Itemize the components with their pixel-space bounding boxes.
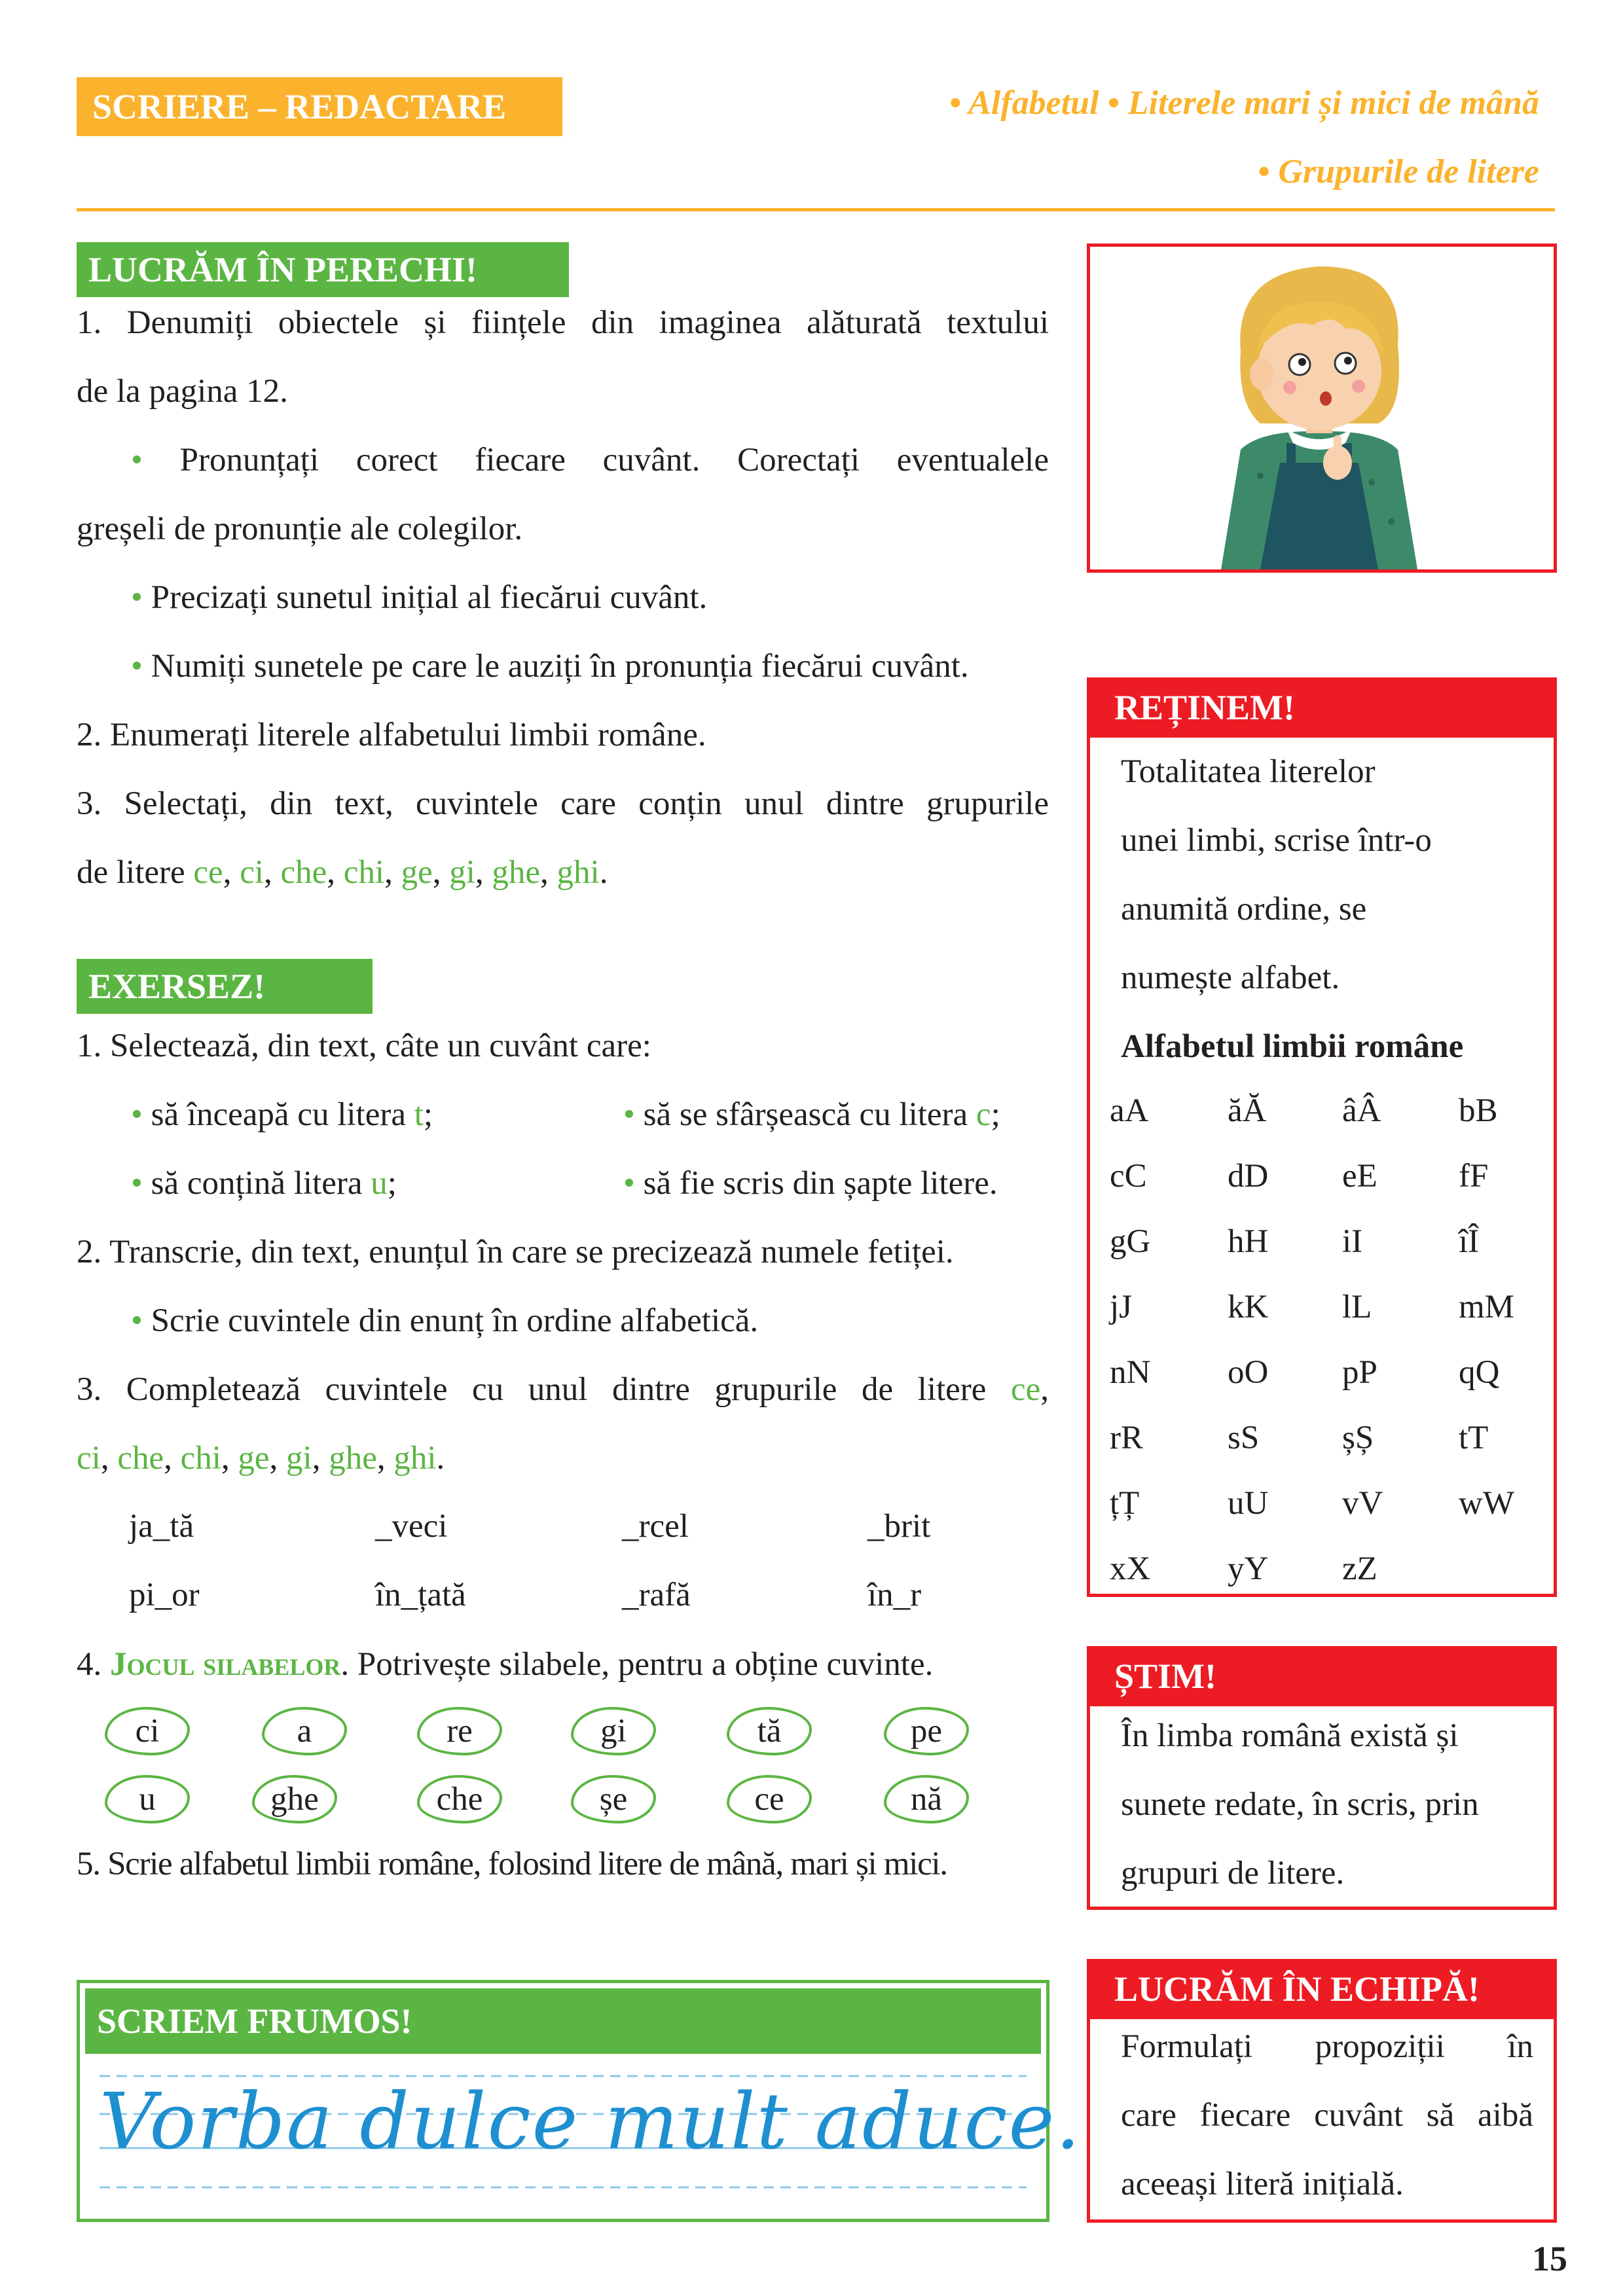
group-separator: , bbox=[264, 854, 281, 891]
syllable-chip[interactable]: nă bbox=[884, 1775, 969, 1823]
pairs-line-2: de la pagina 12. bbox=[77, 373, 288, 410]
exercise-question-5: 5. Scrie alfabetul limbii române, folosind litere de mână, mari și mici. bbox=[77, 1846, 947, 1882]
alphabet-cell: îÎ bbox=[1459, 1223, 1480, 1260]
letter-group: gi bbox=[286, 1440, 312, 1477]
letter-group: ci bbox=[240, 854, 264, 891]
group-separator: , bbox=[475, 854, 492, 891]
remember-line: unei limbi, scrise într-o bbox=[1121, 822, 1432, 859]
letter-group: ghe bbox=[329, 1440, 377, 1477]
alphabet-cell: zZ bbox=[1342, 1551, 1377, 1587]
word-blank: ja_tă bbox=[129, 1508, 194, 1545]
group-separator: , bbox=[269, 1440, 287, 1477]
group-separator: , bbox=[100, 1440, 118, 1477]
option-text: să se sfârșească cu litera bbox=[643, 1096, 976, 1133]
option-punct: ; bbox=[387, 1165, 397, 1202]
letter-group: ci bbox=[77, 1440, 101, 1477]
alphabet-cell: tT bbox=[1459, 1420, 1489, 1456]
option-punct: ; bbox=[423, 1096, 433, 1133]
letter-group: ghi bbox=[393, 1440, 437, 1477]
alphabet-title: Alfabetul limbii române bbox=[1121, 1028, 1464, 1065]
group-separator: , bbox=[432, 854, 450, 891]
word-blank: pi_or bbox=[129, 1577, 200, 1613]
letter-group: ghe bbox=[492, 854, 541, 891]
group-separator: , bbox=[376, 1440, 394, 1477]
alphabet-cell: mM bbox=[1459, 1289, 1515, 1325]
cursive-sentence: Vorba dulce mult aduce. bbox=[100, 2076, 1082, 2166]
syllable-chip[interactable]: re bbox=[417, 1707, 502, 1755]
question-text: . Potrivește silabele, pentru a obține cuvinte. bbox=[340, 1646, 934, 1683]
option-text: să înceapă cu litera bbox=[151, 1096, 414, 1133]
word-blank: _rafă bbox=[622, 1577, 691, 1613]
letter-group: che bbox=[117, 1440, 164, 1477]
groups-end: . bbox=[599, 854, 608, 891]
question-punct: , bbox=[1040, 1371, 1049, 1408]
syllable-chip[interactable]: tă bbox=[727, 1707, 812, 1755]
syllable-chip[interactable]: gi bbox=[571, 1707, 656, 1755]
group-separator: , bbox=[384, 854, 401, 891]
bullet-text: Scrie cuvintele din enunț în ordine alfabetică. bbox=[151, 1302, 759, 1339]
syllable-chip[interactable]: ghe bbox=[252, 1775, 337, 1823]
pairs-question-2: 2. Enumerați literele alfabetului limbii române. bbox=[77, 717, 706, 753]
alphabet-cell: lL bbox=[1342, 1289, 1372, 1325]
pairs-question-3-groups bbox=[77, 853, 1049, 893]
group-separator: , bbox=[223, 854, 240, 891]
group-separator: , bbox=[327, 854, 344, 891]
alphabet-cell: șȘ bbox=[1342, 1420, 1374, 1456]
pairs-bullet-1 bbox=[131, 440, 1049, 480]
alphabet-cell: qQ bbox=[1459, 1354, 1500, 1391]
alphabet-cell: xX bbox=[1110, 1551, 1151, 1587]
alphabet-cell bbox=[1459, 1550, 1542, 1615]
groups-end: . bbox=[436, 1440, 445, 1477]
bullet-icon: • bbox=[623, 1165, 644, 1202]
exercise-option-1 bbox=[131, 1095, 433, 1135]
word-blank: _veci bbox=[375, 1508, 448, 1545]
syllable-chip[interactable]: șe bbox=[571, 1775, 656, 1823]
write-title: SCRIEM FRUMOS! bbox=[85, 1988, 1041, 2054]
option-text: să conțină litera bbox=[151, 1165, 371, 1202]
know-title: ȘTIM! bbox=[1087, 1646, 1557, 1706]
group-separator: , bbox=[164, 1440, 181, 1477]
bullet-icon: • bbox=[131, 442, 180, 478]
pairs-bullet-3 bbox=[131, 647, 969, 687]
exercise-option-2 bbox=[623, 1095, 1000, 1135]
alphabet-cell: wW bbox=[1459, 1485, 1514, 1522]
question-text: 3. Completează cuvintele cu unul dintre grupurile de litere bbox=[77, 1371, 1011, 1408]
bullet-icon: • bbox=[131, 1302, 151, 1339]
bullet-icon: • bbox=[131, 1165, 151, 1202]
alphabet-cell: fF bbox=[1459, 1158, 1489, 1194]
option-text: să fie scris din șapte litere. bbox=[643, 1165, 998, 1202]
alphabet-cell: iI bbox=[1342, 1223, 1363, 1260]
alphabet-cell: oO bbox=[1228, 1354, 1269, 1391]
exercise-question-2-bullet bbox=[131, 1301, 758, 1341]
letter-group: ghi bbox=[556, 854, 600, 891]
game-title: Jocul silabelor bbox=[110, 1646, 341, 1683]
word-blank: în_r bbox=[867, 1577, 922, 1613]
option-letter: u bbox=[371, 1165, 388, 1202]
remember-line: anumită ordine, se bbox=[1121, 891, 1367, 927]
illustration-frame bbox=[1087, 243, 1557, 573]
alphabet-cell: yY bbox=[1228, 1551, 1269, 1587]
syllable-chip[interactable]: pe bbox=[884, 1707, 969, 1755]
bullet-text: Pronunțați corect fiecare cuvânt. Corectați eventualele bbox=[179, 442, 1049, 478]
letter-group: gi bbox=[449, 854, 475, 891]
alphabet-cell: eE bbox=[1342, 1158, 1377, 1194]
alphabet-cell: nN bbox=[1110, 1354, 1151, 1391]
pairs-title: LUCRĂM ÎN PERECHI! bbox=[77, 242, 569, 297]
group-separator: , bbox=[540, 854, 557, 891]
syllable-chip[interactable]: ci bbox=[105, 1707, 190, 1755]
team-line: Formulați propoziții în bbox=[1121, 2028, 1533, 2065]
alphabet-cell: țȚ bbox=[1110, 1485, 1140, 1522]
syllable-chip[interactable]: che bbox=[417, 1775, 502, 1823]
team-title: LUCRĂM ÎN ECHIPĂ! bbox=[1087, 1959, 1557, 2019]
word-blank: _brit bbox=[867, 1508, 931, 1545]
group-separator: , bbox=[312, 1440, 329, 1477]
remember-line: numește alfabet. bbox=[1121, 960, 1340, 996]
header-rule bbox=[77, 208, 1555, 211]
word-blank: în_țată bbox=[375, 1577, 466, 1613]
alphabet-cell: âÂ bbox=[1342, 1092, 1381, 1129]
bullet-icon: • bbox=[623, 1096, 644, 1133]
option-letter: c bbox=[976, 1096, 991, 1133]
alphabet-cell: vV bbox=[1342, 1485, 1383, 1522]
exercise-title: EXERSEZ! bbox=[77, 959, 373, 1014]
letter-groups bbox=[77, 1440, 437, 1477]
pairs-question-3: 3. Selectați, din text, cuvintele care conțin unul dintre grupurile bbox=[77, 785, 1049, 822]
alphabet-cell: rR bbox=[1110, 1420, 1143, 1456]
syllable-chip[interactable]: ce bbox=[727, 1775, 812, 1823]
exercise-question-2: 2. Transcrie, din text, enunțul în care se precizează numele fetiței. bbox=[77, 1234, 954, 1270]
page-number: 15 bbox=[1532, 2239, 1567, 2278]
groups-prefix: de litere bbox=[77, 854, 194, 891]
alphabet-cell: sS bbox=[1228, 1420, 1260, 1456]
alphabet-cell: ăĂ bbox=[1228, 1092, 1267, 1129]
alphabet-cell: hH bbox=[1228, 1223, 1269, 1260]
letter-group: chi bbox=[343, 854, 385, 891]
group-separator: , bbox=[221, 1440, 238, 1477]
alphabet-cell: uU bbox=[1228, 1485, 1269, 1522]
bullet-icon: • bbox=[131, 579, 151, 616]
letter-group: che bbox=[280, 854, 327, 891]
alphabet-cell: pP bbox=[1342, 1354, 1377, 1391]
team-line: aceeași literă inițială. bbox=[1121, 2166, 1404, 2202]
alphabet-cell: kK bbox=[1228, 1289, 1269, 1325]
pairs-bullet-1-cont: greșeli de pronunție ale colegilor. bbox=[77, 511, 523, 547]
remember-line: Totalitatea literelor bbox=[1121, 753, 1376, 790]
alphabet-cell: aA bbox=[1110, 1092, 1149, 1129]
bullet-icon: • bbox=[131, 1096, 151, 1133]
know-line: În limba română există și bbox=[1121, 1717, 1459, 1754]
letter-group: chi bbox=[180, 1440, 221, 1477]
topic-line-2: • Grupurile de litere bbox=[1258, 153, 1539, 190]
pairs-bullet-2 bbox=[131, 578, 707, 618]
letter-group: ge bbox=[238, 1440, 270, 1477]
exercise-option-3 bbox=[131, 1164, 397, 1204]
exercise-question-3 bbox=[77, 1370, 1049, 1410]
bullet-text: Numiți sunetele pe care le auziți în pronunția fiecărui cuvânt. bbox=[151, 648, 969, 685]
syllable-chip[interactable]: u bbox=[105, 1775, 190, 1823]
syllable-chip[interactable]: a bbox=[262, 1707, 347, 1755]
exercise-option-4 bbox=[623, 1164, 998, 1204]
topic-line-1: • Alfabetul • Literele mari și mici de mână bbox=[949, 84, 1539, 122]
letter-group: ge bbox=[401, 854, 433, 891]
remember-title: REȚINEM! bbox=[1087, 677, 1557, 738]
exercise-question-4 bbox=[77, 1645, 1049, 1685]
bullet-icon: • bbox=[131, 648, 151, 685]
word-blank: _rcel bbox=[622, 1508, 689, 1545]
option-letter: t bbox=[414, 1096, 424, 1133]
team-line: care fiecare cuvânt să aibă bbox=[1121, 2097, 1533, 2134]
pairs-line-1: 1. Denumiți obiectele și ființele din imaginea alăturată textului bbox=[77, 304, 1049, 341]
alphabet-cell: dD bbox=[1228, 1158, 1269, 1194]
letter-group: ce bbox=[1010, 1371, 1041, 1408]
girl-illustration bbox=[1090, 247, 1554, 569]
bullet-text: Precizați sunetul inițial al fiecărui cuvânt. bbox=[151, 579, 708, 616]
alphabet-cell: bB bbox=[1459, 1092, 1498, 1129]
exercise-question-1: 1. Selectează, din text, câte un cuvânt care: bbox=[77, 1028, 651, 1064]
letter-groups bbox=[193, 854, 599, 891]
section-tag: SCRIERE – REDACTARE bbox=[77, 77, 562, 136]
option-punct: ; bbox=[991, 1096, 1000, 1133]
letter-group: ce bbox=[193, 854, 223, 891]
handwriting-box bbox=[77, 1980, 1082, 2222]
alphabet-cell: cC bbox=[1110, 1158, 1147, 1194]
know-line: grupuri de litere. bbox=[1121, 1855, 1345, 1892]
exercise-question-3-groups bbox=[77, 1439, 1049, 1479]
alphabet-cell: jJ bbox=[1110, 1289, 1133, 1325]
question-number: 4. bbox=[77, 1646, 110, 1683]
alphabet-grid bbox=[1110, 1092, 1542, 1615]
know-line: sunete redate, în scris, prin bbox=[1121, 1786, 1479, 1823]
alphabet-cell: gG bbox=[1110, 1223, 1151, 1260]
